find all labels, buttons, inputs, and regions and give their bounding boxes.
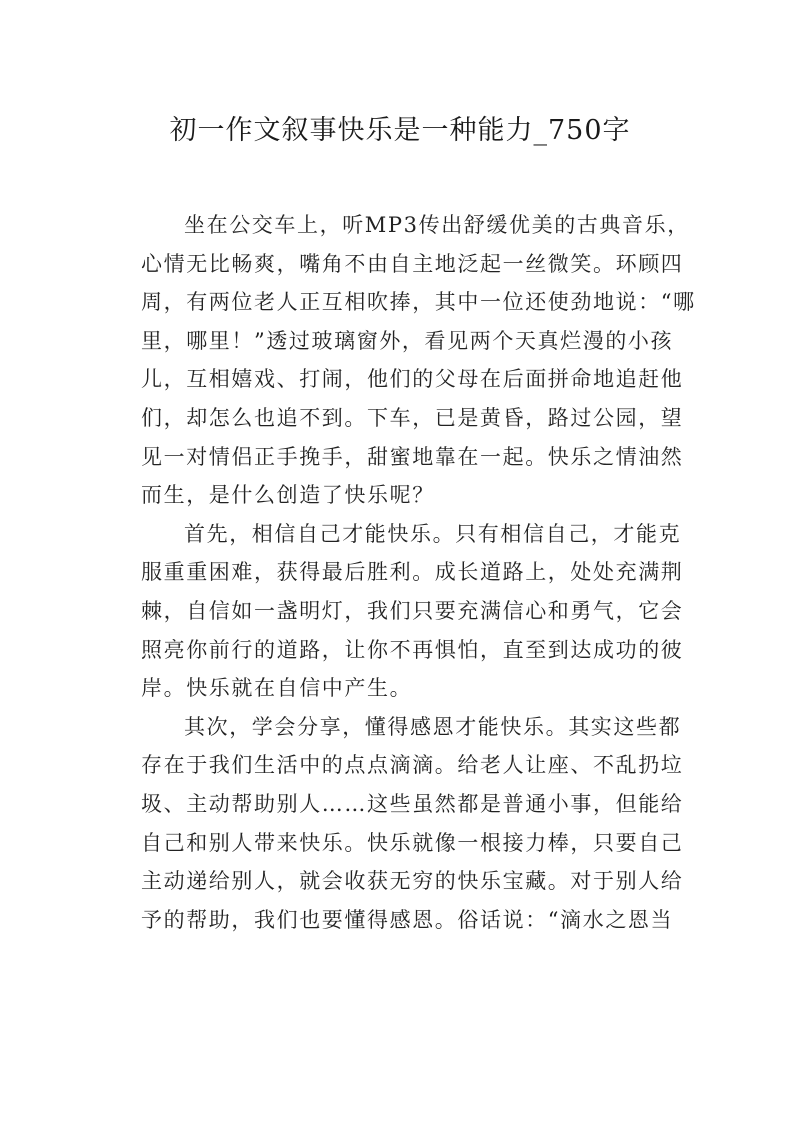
paragraph-1 (141, 206, 696, 515)
text-line: 主动递给别人，就会收获无穷的快乐宝藏。对于别人给 (141, 869, 684, 894)
text-line: 予的帮助，我们也要懂得感恩。俗话说：“滴水之恩当 (141, 907, 674, 932)
paragraph-2 (141, 515, 684, 708)
text-line: 而生，是什么创造了快乐呢？ (141, 483, 435, 508)
text-line: 儿，互相嬉戏、打闹，他们的父母在后面拼命地追赶他 (141, 367, 684, 392)
article-body (141, 206, 696, 939)
text-line: 首先，相信自己才能快乐。只有相信自己，才能克 (184, 521, 682, 546)
text-line: 们，却怎么也追不到。下车，已是黄昏，路过公园，望 (141, 405, 684, 430)
text-line: 见一对情侣正手挽手，甜蜜地靠在一起。快乐之情油然 (141, 444, 684, 469)
text-line: 存在于我们生活中的点点滴滴。给老人让座、不乱扔垃 (141, 753, 684, 778)
text-line: 照亮你前行的道路，让你不再惧怕，直至到达成功的彼 (141, 637, 684, 662)
page-title: 初一作文叙事快乐是一种能力_750字 (169, 115, 631, 146)
text-line: 圾、主动帮助别人……这些虽然都是普通小事，但能给 (141, 791, 684, 816)
text-line: 周，有两位老人正互相吹捧，其中一位还使劲地说：“哪 (141, 290, 696, 315)
text-line: 里，哪里！”透过玻璃窗外，看见两个天真烂漫的小孩 (141, 328, 674, 353)
text-line: 岸。快乐就在自信中产生。 (141, 676, 413, 701)
text-line: 坐在公交车上，听MP3传出舒缓优美的古典音乐， (184, 213, 690, 237)
text-line: 服重重困难，获得最后胜利。成长道路上，处处充满荆 (141, 560, 684, 585)
text-line: 自己和别人带来快乐。快乐就像一根接力棒，只要自己 (141, 830, 684, 855)
text-line: 心情无比畅爽，嘴角不由自主地泛起一丝微笑。环顾四 (141, 251, 684, 276)
paragraph-3 (141, 708, 684, 940)
text-line: 其次，学会分享，懂得感恩才能快乐。其实这些都 (184, 714, 682, 739)
text-line: 棘，自信如一盏明灯，我们只要充满信心和勇气，它会 (141, 598, 684, 623)
